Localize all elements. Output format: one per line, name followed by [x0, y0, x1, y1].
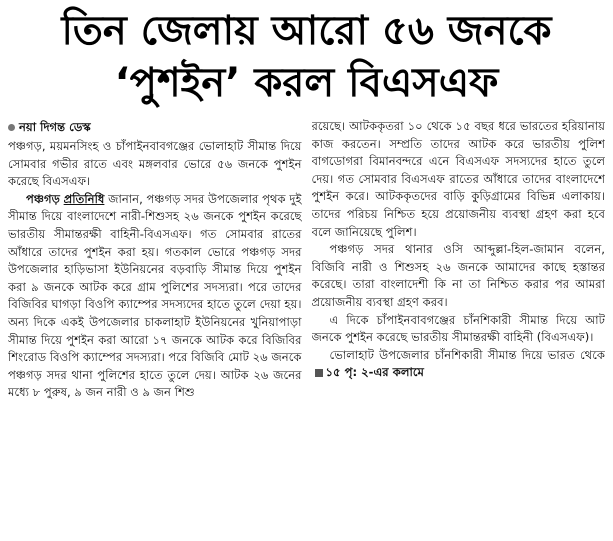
desk-byline — [8, 118, 302, 136]
right-column — [312, 118, 606, 538]
article-body — [8, 118, 605, 538]
right-paragraph-1: রয়েছে। আটককৃতরা ১০ থেকে ১৫ বছর ধরে ভারতের হরিয়ানায় কাজ করতেন। সম্প্রতি তাদের আটক করে ভারতীয় পুলিশ বাগডোগরা বিমানবন্দরে এনে বিএসএফ সদস্যদের হাতে তুলে দেয়। গত সোমবার বিএসএফ রাতের আঁধারে তাদের বাংলাদেশে পুশইন করে। আটককৃতদের বাড়ি কুড়িগ্রামের বিভিন্ন এলাকায়। তাদের পরিচয় নিশ্চিত হয়ে প্রয়োজনীয় ব্যবস্থা গ্রহণ করা হবে বলে জানিয়েছে পুলিশ। — [311, 119, 605, 239]
correspondent-text: জানান, পঞ্চগড় সদর উপজেলার পৃথক দুই সীমান্ত দিয়ে বাংলাদেশে নারী-শিশুসহ ২৬ জনকে পুশইন করেছে ভারতীয় সীমান্তরক্ষী বাহিনী-বিএসএফ। গত সোমবার রাতের আঁধারে তাদের পুশইন করা হয়। গতকাল ভোরে পঞ্চগড় সদর উপজেলার হাড়িভাসা ইউনিয়নের বড়বাড়ি সীমান্ত দিয়ে পুশইন করা ৯ জনকে আটক করে গ্রাম পুলিশের সদস্যরা। পরে তাদের বিজিবির ঘাগড়া বিওপি ক্যাম্পের সদস্যদের হাতে তুলে দেয়া হয়। অন্য দিকে একই উপজেলার চাকলাহাট ইউনিয়নের খুনিয়াপাড়া সীমান্ত দিয়ে পুশইন করা আরো ১৭ জনকে আটক করে বিজিবির শিংরোড বিওপি ক্যাম্পের সদস্যরা। পরে বিজিবি মোট ২৬ জনকে পঞ্চগড় সদর থানা পুলিশের হাতে তুলে দেয়। আটক ২৬ জনের মধ্যে ৮ পুরুষ, ৯ জন নারী ও ৯ জন শিশু — [8, 191, 302, 400]
right-paragraph-2: পঞ্চগড় সদর থানার ওসি আব্দুল্লা-হিল-জামান বলেন, বিজিবি নারী ও শিশুসহ ২৬ জনকে আমাদের কাছে হস্তান্তর করেছে। তারা বাংলাদেশী কি না তা নিশ্চিত করার পর আমরা প্রয়োজনীয় ব্যবস্থা গ্রহণ করব। — [311, 242, 605, 309]
correspondent-place: পঞ্চগড় — [26, 191, 60, 206]
correspondent-paragraph — [8, 191, 302, 402]
headline — [8, 6, 605, 110]
closing-text: ভোলাহাট উপজেলার চাঁনশিকারী সীমান্ত দিয়ে ভারত থেকে — [329, 347, 605, 362]
lead-paragraph: পঞ্চগড়, ময়মনসিংহ ও চাঁপাইনবাবগঞ্জের ভোলাহাট সীমান্ত দিয়ে সোমবার গভীর রাতে এবং মঙ্গলবার ভোরে ৫৬ জনকে পুশইন করেছে বিএসএফ। — [8, 139, 302, 189]
bullet-icon — [8, 124, 15, 131]
headline-line-2: ‘পুশইন’ করল বিএসএফ — [114, 60, 499, 106]
desk-label: নয়া দিগন্ত ডেস্ক — [19, 120, 91, 134]
left-column — [8, 118, 302, 538]
square-bullet-icon — [315, 369, 323, 377]
correspondent-role: প্রতিনিধি — [63, 191, 105, 206]
right-paragraph-3: এ দিকে চাঁপাইনবাবগঞ্জের চাঁনশিকারী সীমান্ত দিয়ে আট জনকে পুশইন করেছে ভারতীয় সীমান্তরক্ষী বাহিনী (বিএসএফ)। — [311, 312, 605, 345]
continued-reference: ১৫ পৃ: ২-এর কলামে — [325, 365, 424, 380]
right-paragraph-4 — [312, 347, 606, 382]
headline-line-1: তিন জেলায় আরো ৫৬ জনকে — [61, 8, 552, 54]
